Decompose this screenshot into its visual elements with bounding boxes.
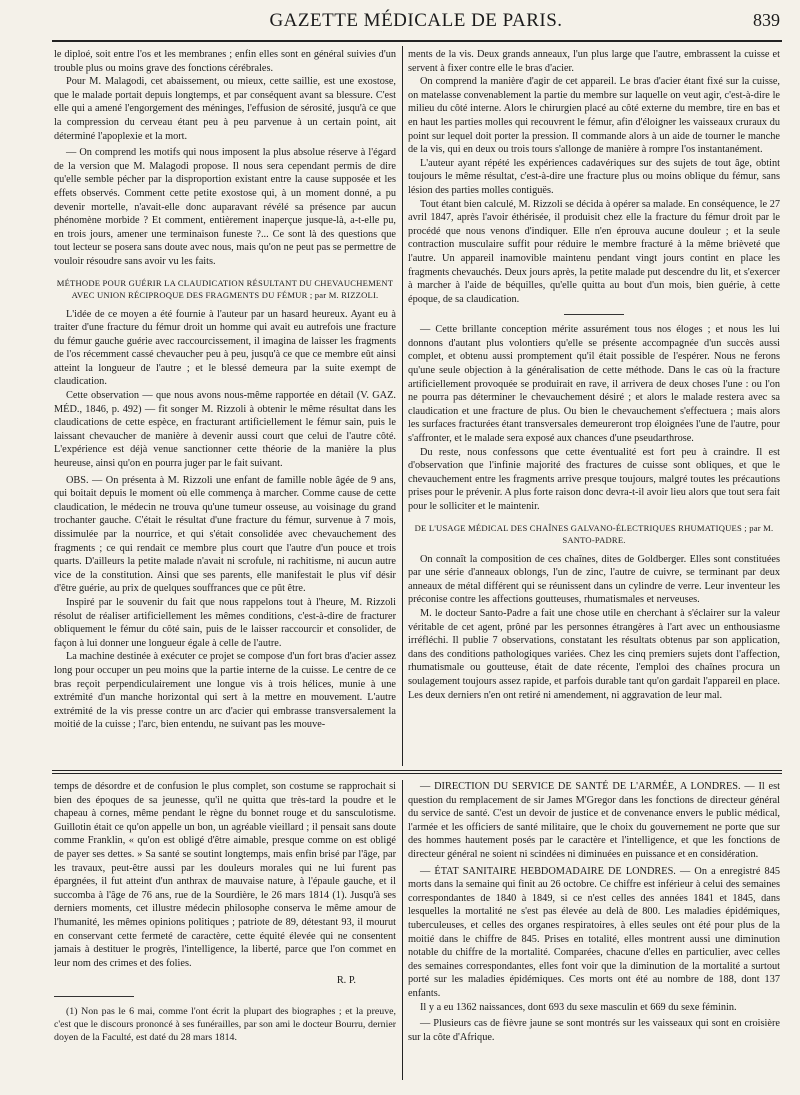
paragraph: — Cette brillante conception mérite assurément tous nos éloges ; et nous les lui donnons d'autant plus volontiers qu'elle se présente accompagnée d'un succès aussi complet, et obtenu aussi promptement qu'il était possible de l'espérer. Nous ne ferons qu'une seule objection à la généralisation de cette méthode. Dans le cas où la fracture artificiellement provoquée se produirait en rave, il arrivera de deux choses l'une : ou l'on ne pourra pas déterminer le chevauchement désiré ; et alors le malade restera avec sa claudication et une fracture de plus. Ou bien le chevauchement s'effectuera ; mais alors les surfaces fracturées étant transversales demeureront trop éloignées l'une de l'autre, pour s'affronter, et le malade sera exposé aux chances d'une pseudarthrose. [408, 324, 780, 445]
paragraph: — ÉTAT SANITAIRE HEBDOMADAIRE DE LONDRES. — On a enregistré 845 morts dans la semaine qui finit au 26 octobre. Ce chiffre est inférieur à celui des semaines correspondantes de 1840 à 1849, si ce n'est celles des années 1841 et 1845, dans lesquelles la mortalité ne s'est pas élevée au delà de 800. Les maladies épidémiques, tuberculeuses, et celles des organes respiratoires, à elles seules ont été pour plus de la moitié dans le chiffre de 845. Prises en totalité, elles montrent aussi une diminution notable du chiffre de la mortalité. Comparées, chacune d'elles en particulier, avec celles des semaines correspondantes, elles font voir que la diminution de la mortalité a surtout porté sur les maladies épidémiques. Ces morts ont été au nombre de 188, dont 137 enfants. [408, 865, 780, 999]
paragraph: Du reste, nous confessons que cette éventualité est fort peu à craindre. Il est d'observation que l'infinie majorité des fractures de cuisse sont obliques, et que le chevauchement entre les fragments arrive presque toujours, malgré toutes les précautions prises pour le prévenir. A plus forte raison donc devra-t-il avoir lieu alors que tout sera fait pour le solliciter et le maintenir. [408, 446, 780, 512]
column-lower-right [408, 780, 780, 1085]
paragraph: temps de désordre et de confusion le plus complet, son costume se rapprochait si bien des époques de sa jeunesse, qu'il ne quitta que très-tard la poudre et le chapeau à cornes, même pendant le règne du bonnet rouge et du sansculotisme. Guillotin était ce qu'on appelle un bon, un agréable vieillard ; il pensait sans doute comme Franklin, « qu'on est obligé d'être aimable, presque comme on est obligé de payer ses dettes. » Sa santé se soutint longtemps, mais enfin brisé par l'âge, par les travaux, peut-être aussi par les douleurs morales qui ne lui furent pas épargnées, il fut atteint d'un anthrax de mauvaise nature, à l'épaule gauche, et il succomba à l'âge de 76 ans, rue de la Sourdière, le 26 mars 1814 (1). Jusqu'à ses derniers moments, cet illustre médecin philosophe conserva le même amour de l'humanité, les mêmes opinions politiques ; patriote de 89, détestant 93, il mourut en conservant cette fermeté de caractère, cette équité élevée qui ne consentent jamais à destituer le progrès, l'intelligence, la liberté, parce que l'on commet en leur nom des crimes et des folies. [54, 781, 396, 969]
author-signature: R. P. [336, 975, 356, 987]
paragraph: On connaît la composition de ces chaînes, dites de Goldberger. Elles sont constituées par une série d'anneaux oblongs, l'un de zinc, l'autre de cuivre, se terminant par deux anneaux de métal différent qui se réunissent dans un cylindre de verre. Leur inventeur les préconise contre les affections goutteuses, rhumatismales et nerveuses. [408, 553, 780, 606]
article-heading: DE L'USAGE MÉDICAL DES CHAÎNES GALVANO-ÉLECTRIQUES RHUMATIQUES ; par M. SANTO-PADRE. [414, 522, 774, 545]
column-divider-lower [402, 780, 403, 1080]
page-number: 839 [753, 10, 780, 30]
section-rule-bottom [52, 773, 782, 774]
column-lower-left [54, 780, 396, 1085]
paragraph: — DIRECTION DU SERVICE DE SANTÉ DE L'ARMÉE, A LONDRES. — Il est question du remplacement de sir James M'Gregor dans les fonctions de directeur général du service de santé. C'est un devoir de justice et de convenance envers le public médical, l'armée et les officiers de santé militaire, que le choix du gouvernement ne porte que sur des hommes hautement posés par le caractère et l'intelligence, et que les fonctions de directeur général ne soient ni scindées ni diminuées en puissance et en considération. [408, 781, 780, 860]
paragraph: — On comprend les motifs qui nous imposent la plus absolue réserve à l'égard de la version que M. Malagodi propose. Il nous sera cependant permis de dire qu'elle semble pécher par la disproportion existant entre la cause supposée et les effets observés. Comment cette petite exostose qui, à un moment donné, a pu devenir mortelle, n'avait-elle donc auparavant révélé sa présence par aucun phénomène morbide ? Et comment, entièrement inaperçue jusque-là, a-t-elle pu, en trois jours, amener une terminaison funeste ?... Ce sont là des questions que tout lecteur se posera sans doute avec nous, mais qu'on ne peut pas se permettre de vouloir résoudre sans avoir vu les faits. [54, 147, 396, 267]
page-header [52, 10, 780, 38]
footnote: (1) Non pas le 6 mai, comme l'ont écrit la plupart des biographes ; et la preuve, c'est que le discours prononcé à ses funérailles, par son ami le docteur Bourru, dernier doyen de la Faculté, est daté du 28 mars 1814. [54, 1005, 396, 1043]
section-divider [564, 314, 624, 315]
column-divider-upper [402, 46, 403, 766]
header-rule [52, 40, 782, 42]
paragraph: Pour M. Malagodi, cet abaissement, ou mieux, cette saillie, est une exostose, que le malade portait depuis longtemps, et par conséquent avant sa blessure. C'est elle qui a amené l'engorgement des méninges, l'effusion de sérosité, jusqu'à ce que la compression du cerveau étant peu à peu parvenue à un certain point, ait déterminé l'apoplexie et la mort. [54, 76, 396, 142]
footnote-rule [54, 996, 134, 997]
paragraph: — Plusieurs cas de fièvre jaune se sont montrés sur les vaisseaux qui sont en croisière sur la côte d'Afrique. [408, 1018, 780, 1043]
paragraph: M. le docteur Santo-Padre a fait une chose utile en cherchant à s'éclairer sur la valeur véritable de cet agent, prôné par les personnes étrangères à l'art avec un enthousiasme irréfléchi. Il publie 7 observations, constatant les résultats obtenus par son application, dans des conditions pathologiques variées. Chez les cinq premiers sujets dont l'affection, rhumatismale ou goutteuse, était de date récente, l'emploi des chaînes procura un soulagement toujours assez rapide, et parfois durable tant qu'on gardait l'appareil en place. Les deux derniers n'en ont retiré ni amendement, ni aggravation de leur mal. [408, 607, 780, 701]
section-rule-top [52, 770, 782, 771]
paragraph: Tout étant bien calculé, M. Rizzoli se décida à opérer sa malade. En conséquence, le 27 avril 1847, après l'avoir éthérisée, il produisit chez elle la fracture du fémur droit par le procédé que nous venons d'indiquer. Elle n'en éprouva aucune douleur ; et la seule contraction musculaire suffit pour réduire le membre fracturé à la même brièveté que l'autre. Un appareil inamovible maintenu pendant vingt jours contint en place les fragments chevauchés. Deux jours après, la petite malade put descendre du lit, et s'exercer à marcher à l'aide de béquilles, qu'elle quitta au bout d'un mois, bien guérie, à cette époque, de sa claudication. [408, 198, 780, 305]
paragraph: Il y a eu 1362 naissances, dont 693 du sexe masculin et 669 du sexe féminin. [420, 1001, 737, 1013]
paragraph: Inspiré par le souvenir du fait que nous rappelons tout à l'heure, M. Rizzoli résolut de réaliser artificiellement les mêmes conditions, c'est-à-dire de fracturer obliquement le fémur du côté sain, puis de le laisser raccourcir et consolider, de façon à lui donner une longueur égale à celle de l'autre. [54, 596, 396, 649]
paragraph: L'auteur ayant répété les expériences cadavériques sur des sujets de tout âge, obtint toujours le même résultat, c'est-à-dire une fracture plus ou moins oblique du fémur, sans lésion des parties molles contiguës. [408, 157, 780, 196]
column-upper-right [408, 48, 780, 764]
column-upper-left [54, 48, 396, 764]
paragraph: ments de la vis. Deux grands anneaux, l'un plus large que l'autre, embrassent la cuisse et servent à fixer contre elle le bras d'acier. [408, 49, 780, 74]
paragraph: OBS. — On présenta à M. Rizzoli une enfant de famille noble âgée de 9 ans, qui boitait depuis le moment où elle commença à marcher. Comme cause de cette claudication, le médecin ne trouva qu'une tumeur osseuse, au voisinage du grand trochanter gauche. C'était le résultat d'une fracture du fémur, survenue à 7 mois, dissimulée par la nourrice, et qui s'était consolidée avec chevauchement des fragments ; ce qui rendait ce membre plus court que l'autre d'un pouce et trois quarts. D'ailleurs la petite malade n'avait ni scrofule, ni rachitisme, ni aucun autre vice de la constitution. Ainsi que ses parents, elle manifestait le plus vif désir d'être guérie, au prix de quelques souffrances que ce pût être. [54, 474, 396, 595]
paragraph: L'idée de ce moyen a été fournie à l'auteur par un hasard heureux. Ayant eu à traiter d'une fracture du fémur droit un homme qui avait eu autrefois une fracture du fémur gauche guérie avec raccourcissement, il imagina de laisser les fragments de l'os récemment cassé chevaucher peu à peu, jusqu'à ce que ce membre eût ainsi atteint la longueur de l'autre ; et le blessé demeura par la suite exempt de claudication. [54, 308, 396, 388]
paragraph: On comprend la manière d'agir de cet appareil. Le bras d'acier étant fixé sur la cuisse, on matelasse convenablement la partie du membre sur laquelle on veut agir, c'est-à-dire le milieu du côté interne. Alors le chirurgien placé au côté externe du membre, tire en bas et en haut les parties molles qui recouvrent le fémur, afin d'éloigner les vaisseaux cruraux du point sur lequel doit porter la pression. Il commande alors à un aide de tourner le manche de la vis, qui en deux ou trois tours s'allonge de manière à rompre l'os instantanément. [408, 76, 780, 156]
paragraph: Cette observation — que nous avons nous-même rapportée en détail (V. GAZ. MÉD., 1846, p. 492) — fit songer M. Rizzoli à obtenir le même résultat dans les claudications de cette espèce, en fracturant artificiellement le fémur sain, puis le laissant chevaucher de manière à devenir aussi court que celui de l'autre côté. L'expérience est déjà venue sanctionner cette théorie de la manière la plus heureuse, ainsi qu'on en pourra juger par le fait suivant. [54, 390, 396, 470]
paragraph: le diploé, soit entre l'os et les membranes ; enfin elles sont en général suivies d'un trouble plus ou moins grave des fonctions cérébrales. [54, 49, 396, 74]
paragraph: La machine destinée à exécuter ce projet se compose d'un fort bras d'acier assez long pour occuper un peu moins que la partie interne de la cuisse. Le centre de ce bras reçoit perpendiculairement une longue vis à trois hélices, munie à une extrémité d'un manche horizontal qui sert à la mettre en mouvement. L'autre extrémité de la vis presse contre un arc d'acier qui embrasse transversalement la moitié de la cuisse ; l'arc, bien entendu, ne suivant pas les mouve- [54, 651, 396, 731]
article-heading: MÉTHODE POUR GUÉRIR LA CLAUDICATION RÉSULTANT DU CHEVAUCHEMENT AVEC UNION RÉCIPROQUE DES FRAGMENTS DU FÉMUR ; par M. RIZZOLI. [56, 277, 394, 300]
journal-title: GAZETTE MÉDICALE DE PARIS. [269, 10, 563, 31]
